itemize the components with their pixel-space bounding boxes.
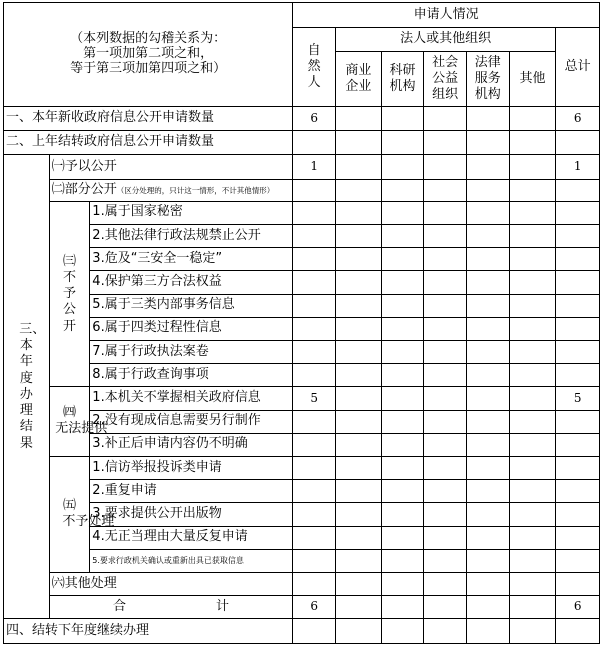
header-legal-entity-group: 法人或其他组织 (335, 28, 555, 52)
table-row (4, 317, 600, 340)
table-row (4, 341, 600, 364)
not-disclose-item: 6.属于四类过程性信息 (90, 317, 293, 340)
header-note-line2: 第一项加第二项之和， (83, 46, 214, 61)
section3-label-text: 三、本年度办理结果 (19, 321, 46, 451)
not-disclose-item: 1.属于国家秘密 (90, 201, 293, 224)
table-row (4, 549, 600, 572)
header-natural-person (293, 28, 336, 107)
table-row (4, 248, 600, 271)
header-natural-person-text: 自然人 (307, 42, 321, 91)
table-row (4, 179, 600, 201)
table-row (4, 271, 600, 294)
row-sum-label (49, 596, 293, 619)
not-process-item: 5.要求行政机关确认或重新出具已获取信息 (90, 549, 293, 572)
row-partial-label-cell (49, 179, 293, 201)
not-process-label-text: 不予处理 (62, 513, 115, 529)
table-row (4, 573, 600, 596)
header-research-institution-text: 科研机构 (389, 62, 416, 95)
not-disclose-item: 3.危及“三安全一稳定” (90, 248, 293, 271)
table-row (4, 433, 600, 456)
row-sum-total: 6 (556, 596, 600, 619)
header-social-welfare-org-text: 社会公益组织 (432, 54, 459, 103)
table-row (4, 106, 600, 130)
row-new-requests-total: 6 (556, 106, 600, 130)
header-applicant-situation: 申请人情况 (293, 3, 600, 28)
row-disclose-label: ㈠予以公开 (49, 155, 293, 179)
unable-label-num: ㈣ (62, 404, 76, 420)
table-row (4, 457, 600, 480)
header-research-institution (381, 52, 424, 107)
not-process-item: 3.要求提供公开出版物 (90, 503, 293, 526)
header-note-cell (4, 3, 293, 107)
unable-label (49, 387, 108, 457)
row-partial-note: （区分处理的，只计这一情形，不计其他情形） (116, 185, 275, 195)
table-row (4, 387, 600, 410)
table-row (4, 526, 600, 549)
header-total: 总计 (556, 28, 600, 107)
header-legal-service-org-text: 法律服务机构 (474, 54, 501, 103)
unable-item: 1.本机关不掌握相关政府信息 (90, 387, 293, 410)
header-commercial-enterprise (335, 52, 381, 107)
table-row (4, 619, 600, 644)
gov-info-disclosure-table (3, 2, 600, 644)
table-row (4, 364, 600, 387)
row-sum-label-a: 合 (113, 598, 127, 614)
row-sum-natural: 6 (293, 596, 336, 619)
table-row (4, 480, 600, 503)
unable-item-natural: 5 (293, 387, 336, 410)
row-partial-label: ㈡部分公开 (51, 181, 117, 197)
not-disclose-label (49, 201, 90, 387)
row-other-handling-label: ㈥其他处理 (49, 573, 293, 596)
table-row (4, 225, 600, 248)
header-social-welfare-org (424, 52, 467, 107)
not-process-label (49, 457, 115, 573)
row-new-requests-natural: 6 (293, 106, 336, 130)
not-process-label-num: ㈤ (62, 497, 76, 513)
not-disclose-item: 5.属于三类内部事务信息 (90, 294, 293, 317)
unable-label-text: 无法提供 (55, 420, 108, 436)
header-note-line3: 等于第三项加第四项之和） (70, 60, 227, 76)
row-new-requests-label: 一、本年新收政府信息公开申请数量 (4, 106, 293, 130)
section3-label (4, 155, 50, 619)
row-disclose-natural: 1 (293, 155, 336, 179)
unable-item: 2.没有现成信息需要另行制作 (90, 410, 293, 433)
row-sum-label-b: 计 (216, 598, 230, 614)
unable-item-total: 5 (556, 387, 600, 410)
not-disclose-label-text: ㈢不予公开 (62, 253, 76, 334)
table-row (4, 201, 600, 224)
header-legal-service-org (466, 52, 509, 107)
unable-item: 3.补正后申请内容仍不明确 (90, 433, 293, 456)
row-carried-over-label: 二、上年结转政府信息公开申请数量 (4, 131, 293, 155)
header-note-line1: （本列数据的勾稽关系为： (70, 31, 227, 47)
row-carry-next-label: 四、结转下年度继续办理 (4, 619, 293, 644)
table-row (4, 294, 600, 317)
not-disclose-item: 8.属于行政查询事项 (90, 364, 293, 387)
not-disclose-item: 4.保护第三方合法权益 (90, 271, 293, 294)
not-process-item: 1.信访举报投诉类申请 (90, 457, 293, 480)
table-row (4, 596, 600, 619)
header-commercial-enterprise-text: 商业企业 (345, 62, 372, 95)
not-process-item: 4.无正当理由大量反复申请 (90, 526, 293, 549)
not-disclose-item: 7.属于行政执法案卷 (90, 341, 293, 364)
not-process-item: 2.重复申请 (90, 480, 293, 503)
table-row (4, 155, 600, 179)
not-disclose-item: 2.其他法律行政法规禁止公开 (90, 225, 293, 248)
row-disclose-total: 1 (556, 155, 600, 179)
header-other: 其他 (509, 52, 556, 107)
table-row (4, 131, 600, 155)
